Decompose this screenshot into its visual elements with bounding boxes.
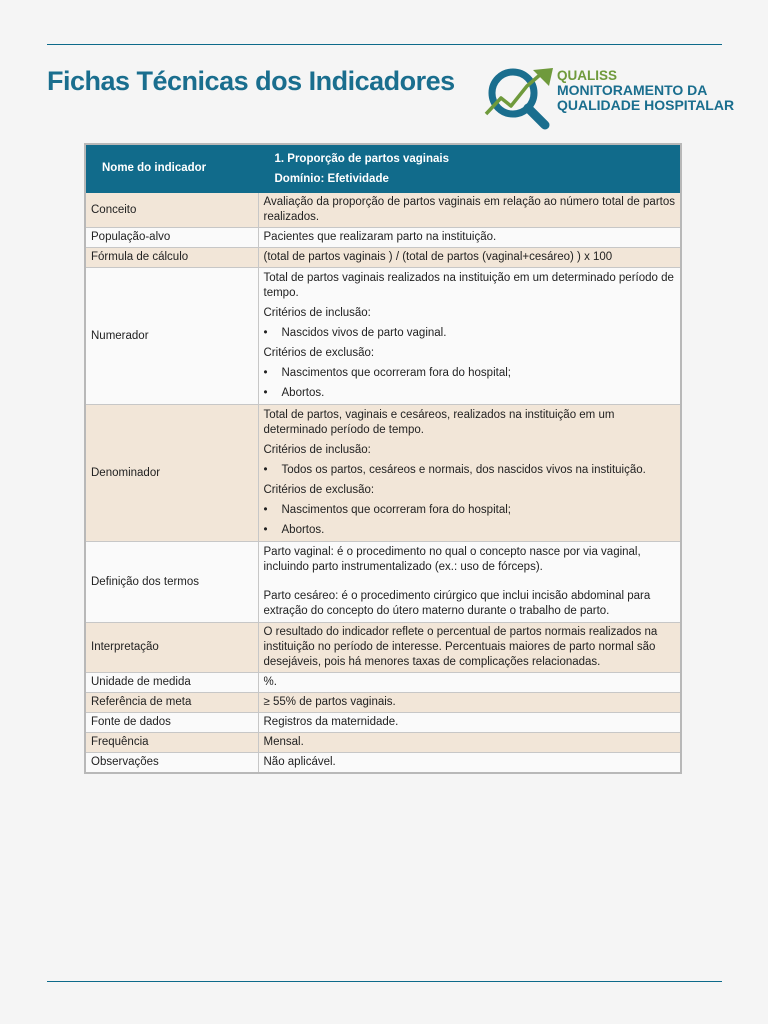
logo-line-1: QUALISS — [557, 68, 618, 83]
list-item-text: Nascidos vivos de parto vaginal. — [281, 327, 447, 339]
row-label: Referência de meta — [85, 693, 258, 713]
list-item — [264, 386, 676, 401]
table-row-unidade — [85, 673, 681, 693]
row-value: Pacientes que realizaram parto na instituição. — [258, 228, 681, 248]
row-label: Denominador — [85, 405, 258, 542]
list-item-text: Abortos. — [281, 524, 325, 536]
list-item — [264, 523, 676, 538]
row-value: O resultado do indicador reflete o percentual de partos normais realizados na instituição no período de interesse. Percentuais maiores de parto normal são desejáveis, pois há menores taxas de complicações relacionadas. — [258, 623, 681, 673]
table-row-formula — [85, 248, 681, 268]
row-value — [258, 268, 681, 405]
table-header-row — [85, 144, 681, 193]
numerador-intro: Total de partos vaginais realizados na instituição em um determinado período de tempo. — [263, 272, 674, 299]
top-rule — [47, 44, 722, 45]
indicator-sheet-table — [84, 143, 682, 774]
denominador-intro: Total de partos, vaginais e cesáreos, realizados na instituição em um determinado período de tempo. — [263, 409, 615, 436]
bullet-icon: • — [263, 524, 268, 536]
row-label: População-alvo — [85, 228, 258, 248]
row-label: Observações — [85, 753, 258, 774]
row-value: %. — [258, 673, 681, 693]
bullet-icon: • — [263, 327, 268, 339]
list-item — [264, 326, 676, 341]
row-label: Numerador — [85, 268, 258, 405]
numerador-inclusion-title: Critérios de inclusão: — [263, 307, 371, 319]
denominador-exclusion-title: Critérios de exclusão: — [263, 484, 375, 496]
row-value — [258, 405, 681, 542]
table-row-frequencia — [85, 733, 681, 753]
row-value: ≥ 55% de partos vaginais. — [258, 693, 681, 713]
indicator-domain: Domínio: Efetividade — [274, 173, 389, 185]
row-label: Frequência — [85, 733, 258, 753]
bullet-icon: • — [263, 504, 268, 516]
table-row-fonte — [85, 713, 681, 733]
row-value: Registros da maternidade. — [258, 713, 681, 733]
list-item-text: Todos os partos, cesáreos e normais, dos nascidos vivos na instituição. — [281, 464, 646, 476]
list-item-text: Nascimentos que ocorreram fora do hospital; — [281, 367, 511, 379]
qualiss-logo — [483, 64, 735, 132]
table-row-meta — [85, 693, 681, 713]
numerador-exclusion-title: Critérios de exclusão: — [263, 347, 375, 359]
row-value: Avaliação da proporção de partos vaginais em relação ao número total de partos realizados. — [258, 193, 681, 228]
row-value: Não aplicável. — [258, 753, 681, 774]
denominador-inclusion-title: Critérios de inclusão: — [263, 444, 371, 456]
header-value-cell — [258, 144, 681, 193]
row-label: Unidade de medida — [85, 673, 258, 693]
row-label: Interpretação — [85, 623, 258, 673]
row-label: Fonte de dados — [85, 713, 258, 733]
page-title: Fichas Técnicas dos Indicadores — [47, 66, 455, 96]
list-item — [264, 463, 676, 478]
table-row-denominador — [85, 405, 681, 542]
row-value: Mensal. — [258, 733, 681, 753]
table-row-numerador — [85, 268, 681, 405]
logo-line-2: MONITORAMENTO DA — [557, 82, 708, 98]
list-item — [264, 503, 676, 518]
definicao-p2: Parto cesáreo: é o procedimento cirúrgico que inclui incisão abdominal para extração do concepto do útero materno durante o trabalho de parto. — [263, 590, 651, 617]
bullet-icon: • — [263, 464, 268, 476]
magnifier-chart-icon — [483, 64, 559, 132]
row-value — [258, 542, 681, 623]
row-label: Conceito — [85, 193, 258, 228]
row-label: Fórmula de cálculo — [85, 248, 258, 268]
definicao-p1: Parto vaginal: é o procedimento no qual o concepto nasce por via vaginal, incluindo parto instrumentalizado (ex.: uso de fórceps). — [263, 546, 641, 573]
logo-line-3: QUALIDADE HOSPITALAR — [557, 97, 735, 113]
bottom-rule — [47, 981, 722, 982]
table-row-conceito — [85, 193, 681, 228]
list-item — [264, 366, 676, 381]
indicator-name: 1. Proporção de partos vaginais — [274, 153, 449, 165]
table-row-populacao — [85, 228, 681, 248]
row-value: (total de partos vaginais ) / (total de partos (vaginal+cesáreo) ) x 100 — [258, 248, 681, 268]
row-label: Definição dos termos — [85, 542, 258, 623]
table-row-observacoes — [85, 753, 681, 774]
bullet-icon: • — [263, 367, 268, 379]
table-row-interpretacao — [85, 623, 681, 673]
table-row-definicao — [85, 542, 681, 623]
bullet-icon: • — [263, 387, 268, 399]
list-item-text: Nascimentos que ocorreram fora do hospital; — [281, 504, 511, 516]
header-label-cell: Nome do indicador — [85, 144, 258, 193]
list-item-text: Abortos. — [281, 387, 325, 399]
